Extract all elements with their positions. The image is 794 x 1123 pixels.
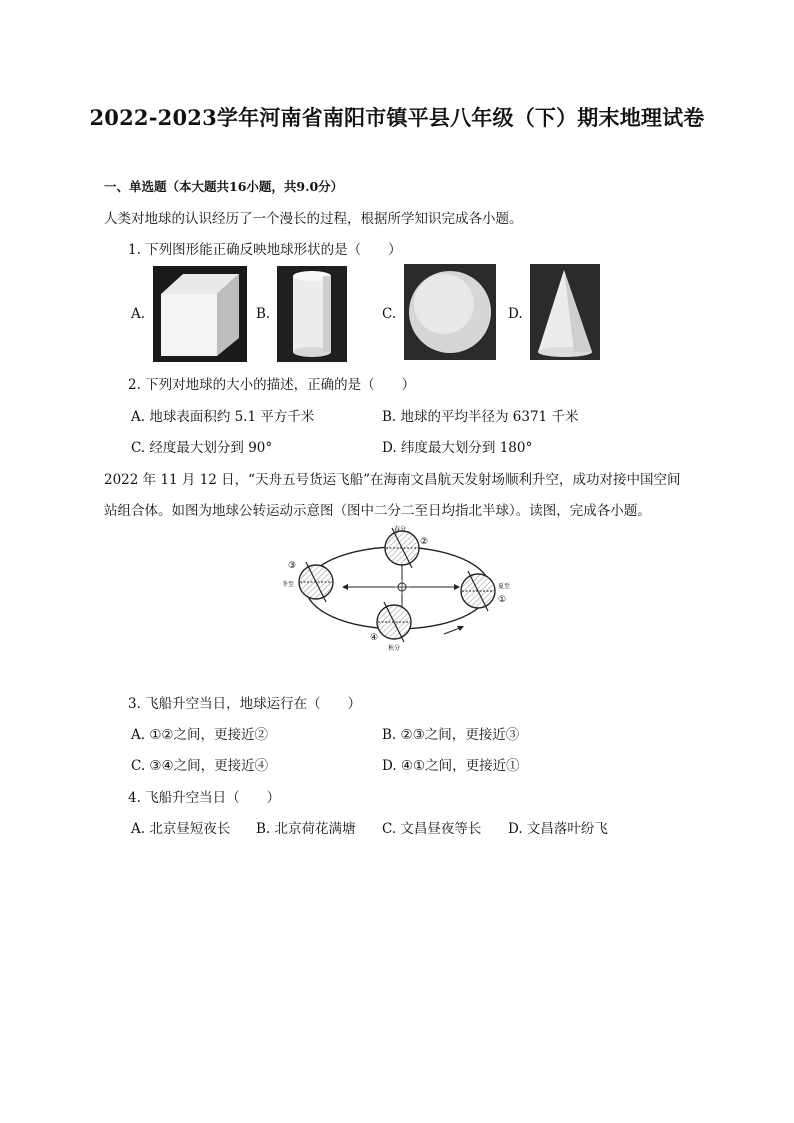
label-winter: 冬至: [282, 581, 295, 588]
label-autumn: 秋分: [388, 645, 401, 652]
question-2-stem: 2. 下列对地球的大小的描述，正确的是（ ）: [128, 377, 416, 393]
q2-option-b: B. 地球的平均半径为 6371 千米: [382, 409, 579, 425]
q1-option-b-label: B.: [256, 306, 271, 322]
label-summer: 夏至: [498, 583, 511, 590]
question-1-stem: 1. 下列图形能正确反映地球形状的是（ ）: [128, 242, 402, 258]
intro2-line2: 站组合体。如图为地球公转运动示意图（图中二分二至日均指北半球）。读图，完成各小题。: [104, 503, 651, 519]
label-n2: ②: [420, 537, 429, 547]
q2-option-d: D. 纬度最大划分到 180°: [382, 440, 533, 456]
label-n3: ③: [288, 561, 297, 571]
intro2-line1: 2022 年 11 月 12 日，“天舟五号货运飞船”在海南文昌航天发射场顺利升空，成功对接中国空间: [104, 472, 681, 488]
cylinder-image: [277, 266, 347, 362]
intro-text: 人类对地球的认识经历了一个漫长的过程，根据所学知识完成各小题。: [104, 211, 523, 227]
q3-option-d: D. ④①之间，更接近①: [382, 758, 520, 774]
q2-option-a: A. 地球表面积约 5.1 平方千米: [131, 409, 315, 425]
q1-option-c-label: C.: [382, 306, 397, 322]
q1-option-a-label: A.: [131, 306, 146, 322]
sphere-image: [404, 264, 496, 360]
q4-option-b: B. 北京荷花满塘: [256, 821, 356, 837]
earth-position-1: [461, 571, 495, 611]
q4-option-a: A. 北京昼短夜长: [131, 821, 231, 837]
q1-option-d-label: D.: [508, 306, 523, 322]
question-4-stem: 4. 飞船升空当日（ ）: [128, 790, 281, 806]
cube-image: [153, 266, 247, 362]
earth-position-2: [385, 528, 419, 568]
q3-option-c: C. ③④之间，更接近④: [131, 758, 269, 774]
q3-option-b: B. ②③之间，更接近③: [382, 727, 520, 743]
earth-position-4: [377, 602, 411, 642]
earth-position-3: [299, 562, 333, 602]
section-heading: 一、单选题（本大题共16小题，共9.0分）: [104, 179, 344, 194]
question-3-stem: 3. 飞船升空当日，地球运行在（ ）: [128, 696, 362, 712]
q4-option-d: D. 文昌落叶纷飞: [508, 821, 608, 837]
sun-icon: [394, 579, 410, 595]
q3-option-a: A. ①②之间，更接近②: [131, 727, 269, 743]
q4-option-c: C. 文昌昼夜等长: [382, 821, 482, 837]
q2-option-c: C. 经度最大划分到 90°: [131, 440, 273, 456]
cone-image: [530, 264, 600, 360]
label-spring: 春分: [394, 526, 407, 533]
label-n1: ①: [498, 595, 507, 605]
earth-revolution-diagram: [276, 524, 516, 652]
page-title: 2022-2023学年河南省南阳市镇平县八年级（下）期末地理试卷: [89, 105, 705, 130]
label-n4: ④: [370, 633, 379, 643]
